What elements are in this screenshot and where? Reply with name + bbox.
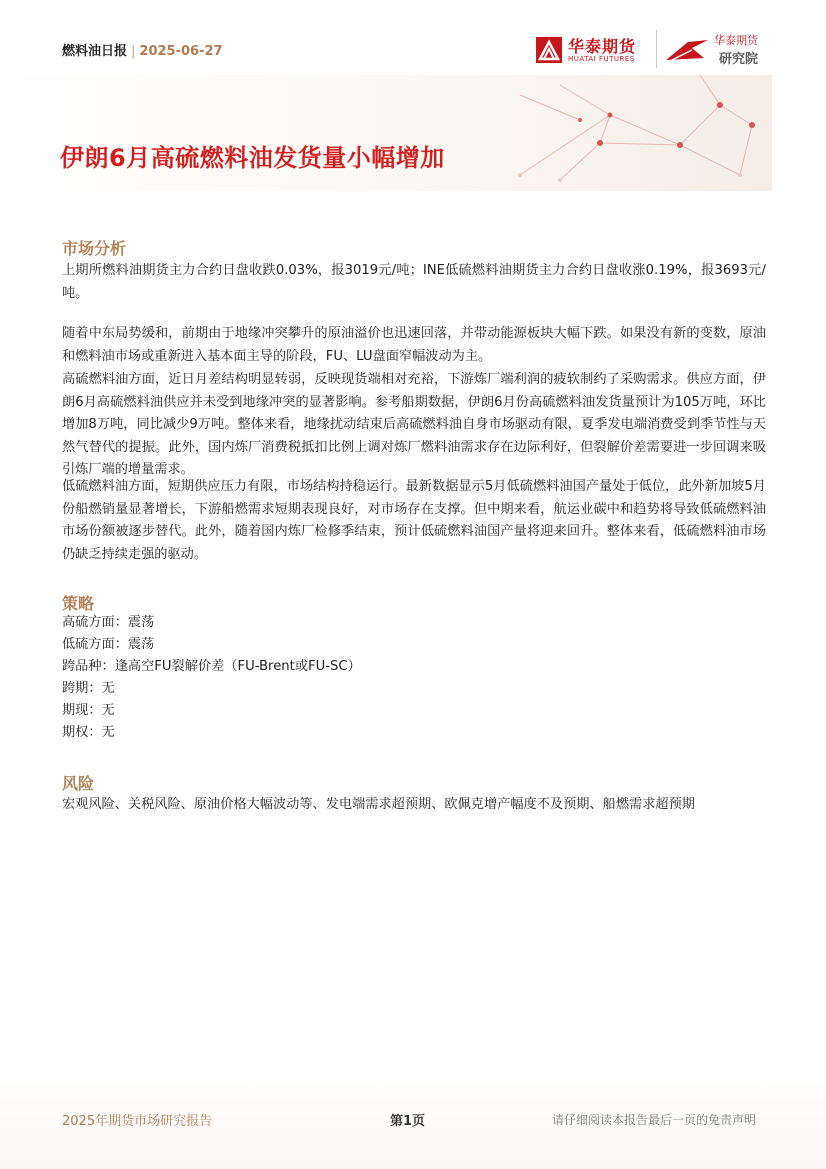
market-paragraph-3: 高硫燃料油方面，近日月差结构明显转弱，反映现货端相对充裕，下游炼厂端利润的疲软制约了采购需求。供应方面，伊朗6月高硫燃料油供应并未受到地缘冲突的显著影响。参考船期数据，伊朗6月份高硫燃料油发货量预计为105万吨，环比增加8万吨，同比减少9万吨。整体来看，地缘扰动结束后高硫燃料油自身市场驱动有限，夏季发电端消费受到季节性与天然气替代的提振。此外，国内炼厂消费税抵扣比例上调对炼厂燃料油需求存在边际利好，但裂解价差需要进一步回调来吸引炼厂端的增量需求。 <box>62 372 766 477</box>
report-name: 燃料油日报 <box>62 44 128 59</box>
logo-divider <box>656 30 657 68</box>
page-number: 第1页 <box>390 1114 426 1129</box>
market-paragraph-4: 低硫燃料油方面，短期供应压力有限，市场结构持稳运行。最新数据显示5月低硫燃料油国产量处于低位，此外新加坡5月份船燃销量显著增长，下游船燃需求短期表现良好，对市场存在支撑。但中期来看，航运业碳中和趋势将导致低硫燃料油市场份额被逐步替代。此外，随着国内炼厂检修季结束，预计低硫燃料油国产量将迎来回升。整体来看，低硫燃料油市场仍缺乏持续走强的驱动。 <box>62 479 766 562</box>
strategy-line-cross-variety: 跨品种：逢高空FU裂解价差（FU-Brent或FU-SC） <box>62 659 361 674</box>
logo-text-cn: 华泰期货 <box>568 36 637 56</box>
report-date: 2025-06-27 <box>139 44 223 59</box>
strategy-line-spot-futures: 期现：无 <box>62 703 115 718</box>
strategy-line-options: 期权：无 <box>62 725 115 740</box>
header-divider: | <box>131 44 136 59</box>
report-header <box>62 40 223 59</box>
strategy-line-high-sulfur: 高硫方面：震荡 <box>62 615 155 630</box>
market-paragraph-1: 上期所燃料油期货主力合约日盘收跌0.03%，报3019元/吨；INE低硫燃料油期货主力合约日盘收涨0.19%，报3693元/吨。 <box>62 263 766 301</box>
title-banner <box>0 75 772 191</box>
strategy-line-inter-period: 跨期：无 <box>62 681 115 696</box>
institute-line1: 华泰期货 <box>714 34 758 47</box>
risk-text: 宏观风险、关税风险、原油价格大幅波动等、发电端需求超预期、欧佩克增产幅度不及预期、船燃需求超预期 <box>62 797 695 812</box>
section-heading-strategy: 策略 <box>62 594 95 613</box>
huatai-logo <box>536 32 636 68</box>
page-title: 伊朗6月高硫燃料油发货量小幅增加 <box>60 144 445 172</box>
institute-logo <box>664 32 758 67</box>
market-paragraph-2: 随着中东局势缓和，前期由于地缘冲突攀升的原油溢价也迅速回落，并带动能源板块大幅下跌。如果没有新的变数，原油和燃料油市场或重新进入基本面主导的阶段，FU、LU盘面窄幅波动为主。 <box>62 326 766 364</box>
footer-report-label: 2025年期货市场研究报告 <box>62 1114 213 1129</box>
section-heading-market: 市场分析 <box>62 239 127 258</box>
huatai-logo-icon <box>536 37 562 63</box>
network-decoration <box>0 75 772 191</box>
section-heading-risk: 风险 <box>62 774 95 793</box>
institute-line2: 研究院 <box>718 52 758 67</box>
institute-logo-icon <box>664 36 710 64</box>
strategy-line-low-sulfur: 低硫方面：震荡 <box>62 637 155 652</box>
footer-disclaimer-note: 请仔细阅读本报告最后一页的免责声明 <box>552 1113 757 1127</box>
logo-text-en: HUATAI FUTURES <box>568 54 635 63</box>
